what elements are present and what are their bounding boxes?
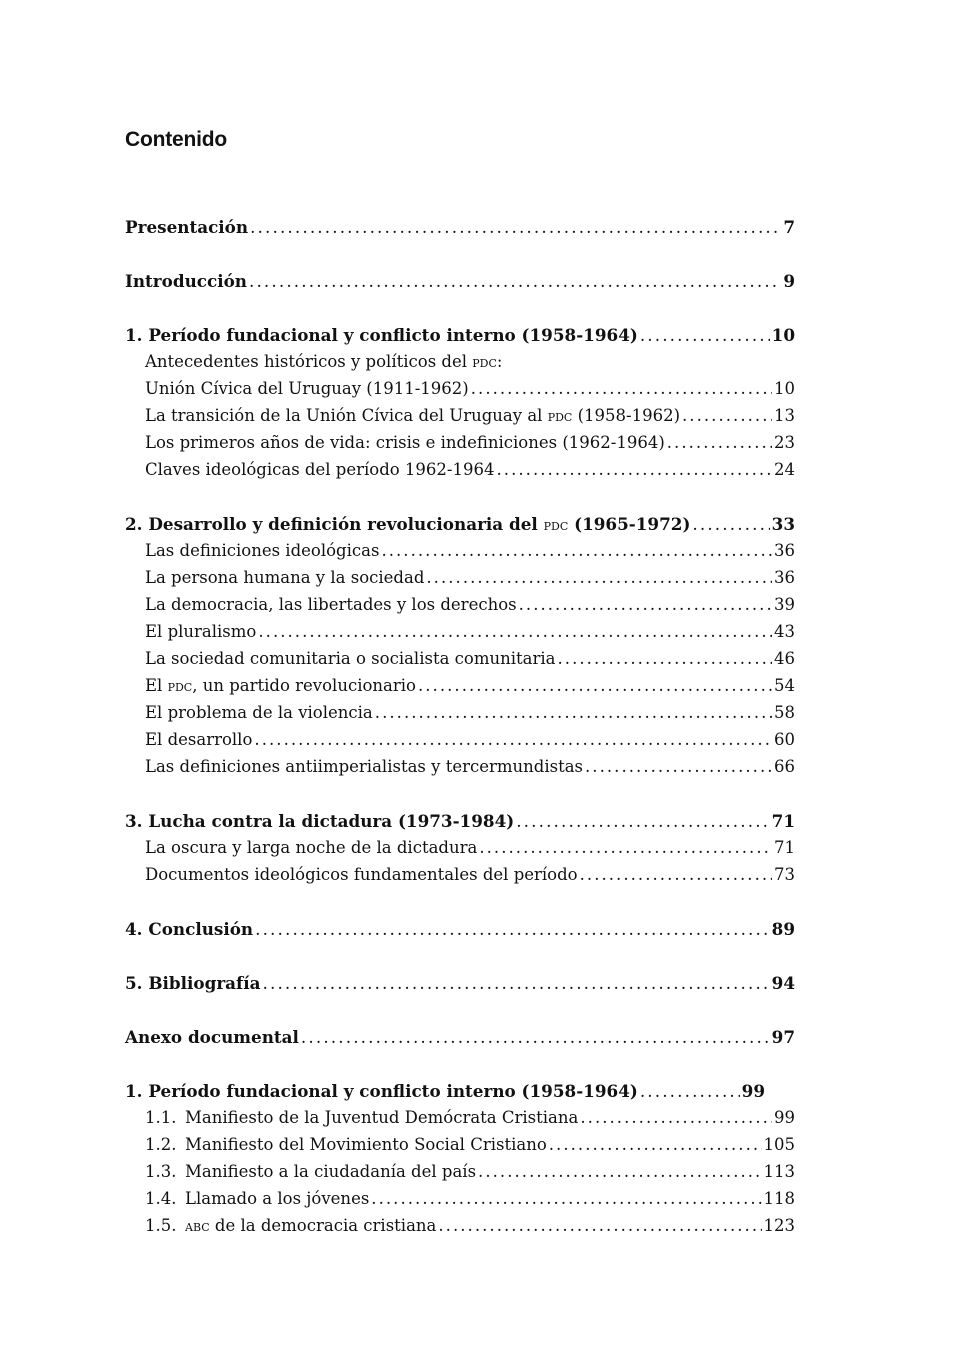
dot-leader bbox=[375, 701, 772, 725]
dot-leader bbox=[479, 836, 772, 860]
toc-page-number: 36 bbox=[774, 568, 795, 587]
dot-leader bbox=[371, 1187, 761, 1211]
toc-entry-title: Documentos ideológicos fundamentales del período bbox=[145, 865, 578, 884]
toc-entry-title: Manifiesto del Movimiento Social Cristiano bbox=[185, 1135, 547, 1154]
toc-page-number: 13 bbox=[774, 406, 795, 425]
toc-entry-oscura-noche[interactable] bbox=[145, 836, 795, 860]
toc-entry-title: El pluralismo bbox=[145, 622, 257, 641]
abbrev-pdc: pdc bbox=[543, 515, 569, 534]
toc-entry-persona-humana[interactable] bbox=[145, 566, 795, 590]
toc-entry-title: La democracia, las libertades y los derechos bbox=[145, 595, 517, 614]
toc-page-number: 71 bbox=[774, 838, 795, 857]
dot-leader bbox=[263, 971, 770, 995]
toc-entry-introduccion[interactable] bbox=[125, 269, 795, 293]
toc-entry-title: 5. Bibliografía bbox=[125, 973, 261, 993]
toc-entry-transicion[interactable] bbox=[145, 404, 795, 428]
toc-entry-anexo-1-5[interactable] bbox=[145, 1214, 795, 1238]
dot-leader bbox=[497, 458, 773, 482]
toc-entry-chapter-2[interactable] bbox=[125, 512, 795, 536]
toc-entry-title: El desarrollo bbox=[145, 730, 253, 749]
toc-entry-chapter-4[interactable] bbox=[125, 917, 795, 941]
toc-page-number: 39 bbox=[774, 595, 795, 614]
toc-entry-title: Claves ideológicas del período 1962-1964 bbox=[145, 460, 495, 479]
toc-page-number: 24 bbox=[774, 460, 795, 479]
toc-entry-text: , un partido revolucionario bbox=[192, 676, 416, 695]
toc-page-number: 43 bbox=[774, 622, 795, 641]
toc-entry-title: Presentación bbox=[125, 217, 249, 237]
toc-entry-title: El problema de la violencia bbox=[145, 703, 373, 722]
toc-entry-title: 1. Período fundacional y conflicto interno (1958-1964) bbox=[125, 325, 638, 345]
toc-entry-title: Introducción bbox=[125, 271, 247, 291]
abbrev-abc: abc bbox=[185, 1216, 210, 1235]
toc-page-number: 66 bbox=[774, 757, 795, 776]
toc-entry-number: 1.5. bbox=[145, 1216, 177, 1235]
toc-entry-title: La persona humana y la sociedad bbox=[145, 568, 425, 587]
toc-page-number: 113 bbox=[763, 1162, 795, 1181]
toc-entry-anexo-1-2[interactable] bbox=[145, 1133, 795, 1157]
toc-entry-anexo-1[interactable] bbox=[125, 1079, 765, 1103]
toc-entry-title: Las definiciones antiimperialistas y tercermundistas bbox=[145, 757, 584, 776]
toc-entry-number: 1.4. bbox=[145, 1189, 177, 1208]
dot-leader bbox=[301, 1025, 770, 1049]
toc-entry-presentacion[interactable] bbox=[125, 215, 795, 239]
toc-page-number: 33 bbox=[771, 514, 795, 534]
toc-entry-title: 4. Conclusión bbox=[125, 919, 254, 939]
toc-page-number: 7 bbox=[783, 217, 795, 237]
toc-entry-claves-ideologicas[interactable] bbox=[145, 458, 795, 482]
dot-leader bbox=[667, 431, 772, 455]
dot-leader bbox=[682, 404, 772, 428]
dot-leader bbox=[254, 728, 772, 752]
dot-leader bbox=[580, 863, 772, 887]
toc-page-number: 54 bbox=[774, 676, 795, 695]
toc-page-number: 105 bbox=[763, 1135, 795, 1154]
toc-entry-chapter-5[interactable] bbox=[125, 971, 795, 995]
toc-entry-democracia[interactable] bbox=[145, 593, 795, 617]
toc-entry-documentos-ideologicos[interactable] bbox=[145, 863, 795, 887]
toc-page-number: 94 bbox=[771, 973, 795, 993]
toc-page-number: 23 bbox=[774, 433, 795, 452]
toc-page-number: 9 bbox=[783, 271, 795, 291]
dot-leader bbox=[585, 755, 772, 779]
toc-entry-title: Los primeros años de vida: crisis e indefiniciones (1962-1964) bbox=[145, 433, 665, 452]
toc-entry-text: El bbox=[145, 676, 168, 695]
toc-entry-antiimperialistas[interactable] bbox=[145, 755, 795, 779]
toc-entry-antecedentes[interactable] bbox=[145, 350, 795, 374]
toc-entry-title: Llamado a los jóvenes bbox=[185, 1189, 370, 1208]
dot-leader bbox=[258, 620, 772, 644]
toc-page-number: 71 bbox=[771, 811, 795, 831]
toc-entry-title: 3. Lucha contra la dictadura (1973-1984) bbox=[125, 811, 515, 831]
dot-leader bbox=[549, 1133, 762, 1157]
toc-entry-partido-revolucionario[interactable] bbox=[145, 674, 795, 698]
dot-leader bbox=[580, 1106, 772, 1130]
dot-leader bbox=[255, 917, 770, 941]
toc-entry-chapter-1[interactable] bbox=[125, 323, 795, 347]
toc-entry-title: La oscura y larga noche de la dictadura bbox=[145, 838, 478, 857]
toc-page-number: 46 bbox=[774, 649, 795, 668]
toc-page-number: 118 bbox=[763, 1189, 795, 1208]
toc-entry-sociedad-comunitaria[interactable] bbox=[145, 647, 795, 671]
abbrev-pdc: pdc bbox=[547, 406, 573, 425]
toc-entry-definiciones-ideologicas[interactable] bbox=[145, 539, 795, 563]
dot-leader bbox=[519, 593, 772, 617]
dot-leader bbox=[558, 647, 773, 671]
toc-entry-title: Manifiesto a la ciudadanía del país bbox=[185, 1162, 477, 1181]
toc-page-number: 10 bbox=[774, 379, 795, 398]
toc-page-number: 10 bbox=[771, 325, 795, 345]
dot-leader bbox=[249, 269, 781, 293]
toc-entry-violencia[interactable] bbox=[145, 701, 795, 725]
toc-entry-text: La transición de la Unión Cívica del Uruguay al bbox=[145, 406, 548, 425]
dot-leader bbox=[250, 215, 781, 239]
toc-entry-title bbox=[145, 404, 680, 428]
toc-page-number: 99 bbox=[774, 1108, 795, 1127]
dot-leader bbox=[426, 566, 772, 590]
toc-entry-text: : bbox=[496, 352, 503, 371]
toc-entry-text: de la democracia cristiana bbox=[209, 1216, 437, 1235]
toc-entry-primeros-anos[interactable] bbox=[145, 431, 795, 455]
toc-entry-anexo[interactable] bbox=[125, 1025, 795, 1049]
toc-entry-chapter-3[interactable] bbox=[125, 809, 795, 833]
toc-entry-anexo-1-3[interactable] bbox=[145, 1160, 795, 1184]
toc-page-number: 73 bbox=[774, 865, 795, 884]
dot-leader bbox=[438, 1214, 761, 1238]
dot-leader bbox=[418, 674, 772, 698]
toc-entry-title: La sociedad comunitaria o socialista comunitaria bbox=[145, 649, 556, 668]
toc-page-number: 60 bbox=[774, 730, 795, 749]
toc-entry-title bbox=[185, 1214, 436, 1238]
toc-entry-title bbox=[145, 350, 502, 374]
toc-page-number: 89 bbox=[771, 919, 795, 939]
toc-entry-anexo-1-4[interactable] bbox=[145, 1187, 795, 1211]
toc-entry-title: Unión Cívica del Uruguay (1911-1962) bbox=[145, 379, 469, 398]
toc-page-number: 123 bbox=[763, 1216, 795, 1235]
dot-leader bbox=[381, 539, 772, 563]
toc-entry-title bbox=[145, 674, 416, 698]
abbrev-pdc: pdc bbox=[472, 352, 497, 371]
page-title: Contenido bbox=[125, 128, 228, 151]
toc-entry-text: (1965-1972) bbox=[568, 514, 691, 534]
toc-entry-desarrollo[interactable] bbox=[145, 728, 795, 752]
toc-entry-title: 1. Período fundacional y conflicto interno (1958-1964) bbox=[125, 1081, 638, 1101]
toc-entry-number: 1.2. bbox=[145, 1135, 177, 1154]
toc-entry-pluralismo[interactable] bbox=[145, 620, 795, 644]
toc-entry-anexo-1-1[interactable] bbox=[145, 1106, 795, 1130]
dot-leader bbox=[516, 809, 769, 833]
toc-page-number: 58 bbox=[774, 703, 795, 722]
toc-entry-title: Manifiesto de la Juventud Demócrata Cristiana bbox=[185, 1108, 579, 1127]
dot-leader bbox=[640, 323, 770, 347]
toc-entry-text: (1958-1962) bbox=[572, 406, 681, 425]
toc-entry-union-civica[interactable] bbox=[145, 377, 795, 401]
toc-page-number: 97 bbox=[771, 1027, 795, 1047]
toc-entry-text: 2. Desarrollo y definición revolucionaria del bbox=[125, 514, 544, 534]
toc-entry-number: 1.3. bbox=[145, 1162, 177, 1181]
toc-entry-text: Antecedentes históricos y políticos del bbox=[145, 352, 473, 371]
dot-leader bbox=[471, 377, 772, 401]
toc-entry-title: Anexo documental bbox=[125, 1027, 299, 1047]
toc-page-number: 36 bbox=[774, 541, 795, 560]
dot-leader bbox=[478, 1160, 761, 1184]
toc-entry-title: Las definiciones ideológicas bbox=[145, 541, 380, 560]
dot-leader bbox=[692, 512, 769, 536]
abbrev-pdc: pdc bbox=[167, 676, 193, 695]
toc-page-number: 99 bbox=[741, 1081, 765, 1101]
toc-entry-title bbox=[125, 512, 690, 537]
toc-entry-number: 1.1. bbox=[145, 1108, 177, 1127]
dot-leader bbox=[640, 1079, 740, 1103]
